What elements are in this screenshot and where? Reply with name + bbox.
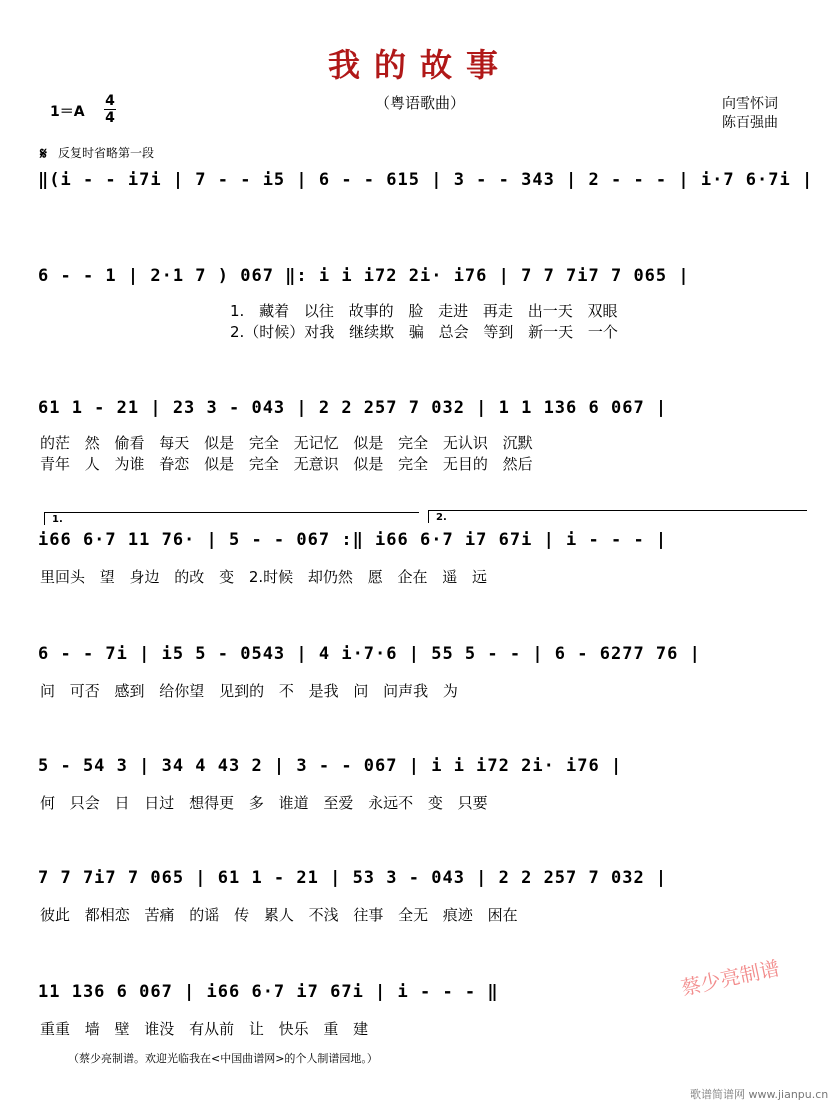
site-watermark: 歌谱简谱网 www.jianpu.cn — [690, 1088, 829, 1101]
lyrics-row-6: 何 只会 日 日过 想得更 多 谁道 至爱 永远不 变 只要 — [40, 794, 488, 812]
composer-credit: 陈百强曲 — [722, 115, 778, 131]
score-row-3: 61 1 - 21 | 23 3 - 043 | 2 2 257 7 032 | 1 1 136 6 067 | — [38, 398, 668, 418]
volta-bracket-1 — [44, 512, 419, 525]
lyricist-credit: 向雪怀词 — [722, 96, 778, 112]
volta-number-2: 2. — [436, 512, 447, 523]
lyrics-row-5: 问 可否 感到 给你望 见到的 不 是我 问 问声我 为 — [40, 682, 458, 700]
volta-bracket-2 — [428, 510, 807, 523]
lyrics-row-7: 彼此 都相恋 苦痛 的谣 传 累人 不浅 往事 全无 痕迹 困在 — [40, 906, 518, 924]
footer-note: （蔡少亮制谱。欢迎光临我在<中国曲谱网>的个人制谱园地。） — [68, 1052, 378, 1065]
lyrics-row-8: 重重 墙 壁 谁没 有从前 让 快乐 重 建 — [40, 1020, 369, 1038]
key-signature: 1＝A — [50, 104, 85, 120]
score-row-1: ‖(i - - i7i | 7 - - i5 | 6 - - 615 | 3 - - 343 | 2 - - - | i·7 6·7i | — [38, 170, 814, 190]
lyrics-row-4: 里回头 望 身边 的改 变 2.时候 却仍然 愿 企在 遥 远 — [40, 568, 487, 586]
lyrics-row-2-verse-2: 2.（时候）对我 继续欺 骗 总会 等到 新一天 一个 — [230, 323, 618, 341]
watermark-stamp: 蔡少亮制谱 — [678, 955, 782, 1001]
time-signature-top: 4 — [105, 93, 115, 109]
song-title: 我的故事 — [327, 46, 512, 84]
time-signature — [104, 94, 116, 125]
score-row-7: 7 7 7i7 7 065 | 61 1 - 21 | 53 3 - 043 | 2 2 257 7 032 | — [38, 868, 668, 888]
volta-number-1: 1. — [52, 514, 63, 525]
lyrics-row-3-verse-2: 青年 人 为谁 眷恋 似是 完全 无意识 似是 完全 无目的 然后 — [40, 455, 533, 473]
segno-icon: 𝄋 — [40, 144, 47, 163]
song-subtitle: （粤语歌曲） — [374, 94, 465, 112]
time-signature-bottom: 4 — [105, 110, 115, 126]
score-row-4: i66 6·7 11 76· | 5 - - 067 :‖ i66 6·7 i7 67i | i - - - | — [38, 530, 668, 550]
score-row-2: 6 - - 1 | 2·1 7 ) 067 ‖: i i i72 2i· i76 | 7 7 7i7 7 065 | — [38, 266, 690, 286]
score-row-8: 11 136 6 067 | i66 6·7 i7 67i | i - - - ‖ — [38, 982, 499, 1002]
score-row-6: 5 - 54 3 | 34 4 43 2 | 3 - - 067 | i i i72 2i· i76 | — [38, 756, 623, 776]
lyrics-row-2-verse-1: 1. 藏着 以往 故事的 脸 走进 再走 出一天 双眼 — [230, 302, 618, 320]
score-row-5: 6 - - 7i | i5 5 - 0543 | 4 i·7·6 | 55 5 - - | 6 - 6277 76 | — [38, 644, 701, 664]
lyrics-row-3-verse-1: 的茫 然 偷看 每天 似是 完全 无记忆 似是 完全 无认识 沉默 — [40, 434, 533, 452]
repeat-instruction: 反复时省略第一段 — [58, 146, 155, 160]
